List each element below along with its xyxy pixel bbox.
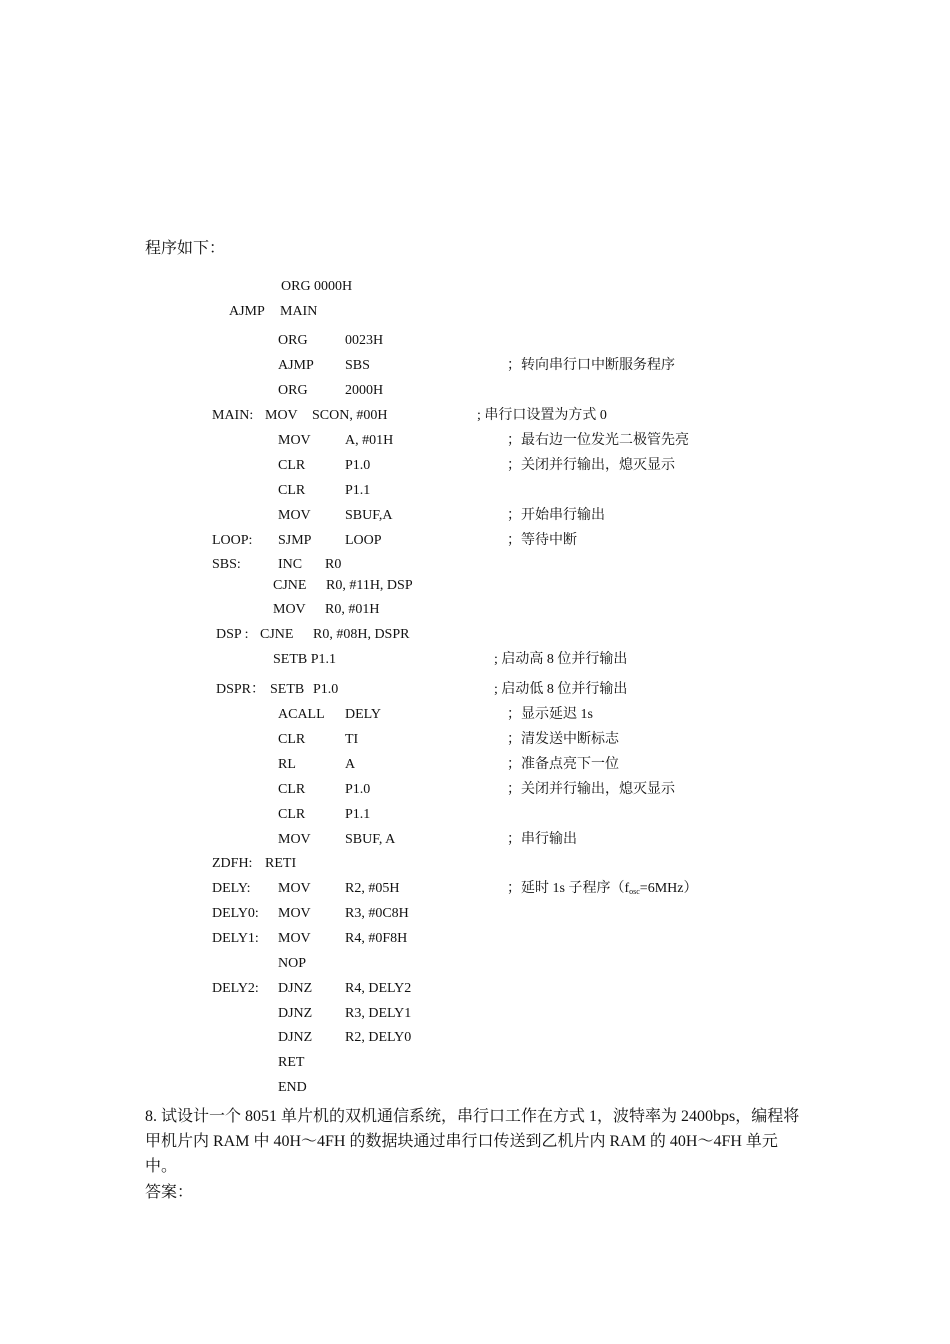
code-line-13-arg: R0, #11H, DSP bbox=[326, 578, 413, 593]
code-line-9-arg: P1.1 bbox=[345, 483, 371, 498]
code-line-18-arg: DELY bbox=[345, 707, 381, 722]
code-line-23-comment: ；串行输出 bbox=[507, 832, 577, 847]
code-line-4-arg: SBS bbox=[345, 358, 370, 373]
osc-subscript: osc bbox=[629, 887, 640, 896]
code-line-29-label: DELY2: bbox=[212, 981, 259, 996]
code-line-5-op: ORG bbox=[278, 383, 308, 398]
code-line-27-arg: R4, #0F8H bbox=[345, 931, 408, 946]
code-line-19-op: CLR bbox=[278, 732, 306, 747]
code-line-15-arg: R0, #08H, DSPR bbox=[313, 627, 410, 642]
code-line-7-comment: ；最右边一位发光二极管先亮 bbox=[507, 433, 689, 448]
code-line-17-comment: ; 启动低 8 位并行输出 bbox=[494, 682, 628, 697]
code-line-17-op: SETB bbox=[270, 682, 305, 697]
code-line-11-label: LOOP: bbox=[212, 533, 253, 548]
code-line-22-op: CLR bbox=[278, 807, 306, 822]
code-line-27-label: DELY1: bbox=[212, 931, 259, 946]
code-line-31-op: DJNZ bbox=[278, 1030, 313, 1045]
code-line-12-label: SBS: bbox=[212, 557, 241, 572]
code-line-25-label: DELY: bbox=[212, 881, 251, 896]
code-line-25-comment bbox=[507, 880, 697, 901]
code-line-14-arg: R0, #01H bbox=[325, 602, 380, 617]
code-line-29-arg: R4, DELY2 bbox=[345, 981, 412, 996]
code-line-6-arg: SCON, #00H bbox=[312, 408, 388, 423]
code-line-28-op: NOP bbox=[278, 956, 307, 971]
code-line-21-comment: ；关闭并行输出，熄灭显示 bbox=[507, 782, 675, 797]
code-line-2-op: AJMP bbox=[229, 304, 265, 319]
code-line-11-op: SJMP bbox=[278, 533, 312, 548]
code-line-26-op: MOV bbox=[278, 906, 311, 921]
code-line-23-arg: SBUF, A bbox=[345, 832, 396, 847]
code-line-26-label: DELY0: bbox=[212, 906, 259, 921]
code-line-8-arg: P1.0 bbox=[345, 458, 371, 473]
code-line-2-arg: MAIN bbox=[280, 304, 318, 319]
comment-prefix: ；延时 1s 子程序（f bbox=[507, 881, 630, 896]
comment-suffix: =6MHz） bbox=[639, 881, 698, 896]
code-line-11-arg: LOOP bbox=[345, 533, 382, 548]
code-line-6-op: MOV bbox=[265, 408, 298, 423]
code-line-8-comment: ；关闭并行输出，熄灭显示 bbox=[507, 458, 675, 473]
section-heading: 程序如下： bbox=[145, 240, 226, 257]
code-line-3-op: ORG bbox=[278, 333, 308, 348]
code-line-3-arg: 0023H bbox=[345, 333, 384, 348]
code-line-27-op: MOV bbox=[278, 931, 311, 946]
code-line-33-op: END bbox=[278, 1080, 307, 1095]
code-line-5-arg: 2000H bbox=[345, 383, 384, 398]
code-line-4-comment: ；转向串行口中断服务程序 bbox=[507, 358, 675, 373]
code-line-13-op: CJNE bbox=[273, 578, 307, 593]
code-line-12-op: INC bbox=[278, 557, 303, 572]
code-line-16-comment: ; 启动高 8 位并行输出 bbox=[494, 652, 628, 667]
code-line-10-op: MOV bbox=[278, 508, 311, 523]
code-line-9-op: CLR bbox=[278, 483, 306, 498]
code-line-30-op: DJNZ bbox=[278, 1006, 313, 1021]
code-line-8-op: CLR bbox=[278, 458, 306, 473]
code-line-10-comment: ；开始串行输出 bbox=[507, 508, 605, 523]
code-line-31-arg: R2, DELY0 bbox=[345, 1030, 412, 1045]
code-line-26-arg: R3, #0C8H bbox=[345, 906, 409, 921]
code-line-30-arg: R3, DELY1 bbox=[345, 1006, 412, 1021]
code-line-18-op: ACALL bbox=[278, 707, 325, 722]
code-line-17-label: DSPR： bbox=[216, 682, 266, 697]
code-line-24-op: RETI bbox=[265, 856, 297, 871]
code-line-19-comment: ；清发送中断标志 bbox=[507, 732, 619, 747]
answer-label: 答案： bbox=[145, 1184, 194, 1201]
code-line-10-arg: SBUF,A bbox=[345, 508, 393, 523]
code-line-20-comment: ；准备点亮下一位 bbox=[507, 757, 619, 772]
code-line-23-op: MOV bbox=[278, 832, 311, 847]
code-line-7-op: MOV bbox=[278, 433, 311, 448]
code-line-14-op: MOV bbox=[273, 602, 306, 617]
code-line-25-op: MOV bbox=[278, 881, 311, 896]
code-line-15-op: CJNE bbox=[260, 627, 294, 642]
code-line-6-comment: ; 串行口设置为方式 0 bbox=[477, 408, 607, 423]
code-line-18-comment: ；显示延迟 1s bbox=[507, 707, 593, 722]
code-line-20-arg: A bbox=[345, 757, 356, 772]
question-line-1: 8. 试设计一个 8051 单片机的双机通信系统，串行口工作在方式 1，波特率为 2400bps，编程将 bbox=[145, 1108, 800, 1125]
code-line-20-op: RL bbox=[278, 757, 296, 772]
code-line-25-arg: R2, #05H bbox=[345, 881, 400, 896]
code-line-32-op: RET bbox=[278, 1055, 305, 1070]
question-line-2: 甲机片内 RAM 中 40H～4FH 的数据块通过串行口传送到乙机片内 RAM 的 40H～4FH 单元 bbox=[145, 1133, 778, 1150]
code-line-16-op: SETB P1.1 bbox=[273, 652, 337, 667]
code-line-1: ORG 0000H bbox=[281, 279, 353, 294]
code-line-21-arg: P1.0 bbox=[345, 782, 371, 797]
code-line-7-arg: A, #01H bbox=[345, 433, 394, 448]
code-line-12-arg: R0 bbox=[325, 557, 342, 572]
question-line-3: 中。 bbox=[145, 1158, 178, 1175]
code-line-4-op: AJMP bbox=[278, 358, 314, 373]
code-line-29-op: DJNZ bbox=[278, 981, 313, 996]
code-line-11-comment: ；等待中断 bbox=[507, 533, 577, 548]
code-line-15-label: DSP : bbox=[216, 627, 249, 642]
code-line-21-op: CLR bbox=[278, 782, 306, 797]
code-line-17-arg: P1.0 bbox=[313, 682, 339, 697]
code-line-24-label: ZDFH: bbox=[212, 856, 253, 871]
code-line-6-label: MAIN: bbox=[212, 408, 254, 423]
code-line-19-arg: TI bbox=[345, 732, 359, 747]
code-line-22-arg: P1.1 bbox=[345, 807, 371, 822]
